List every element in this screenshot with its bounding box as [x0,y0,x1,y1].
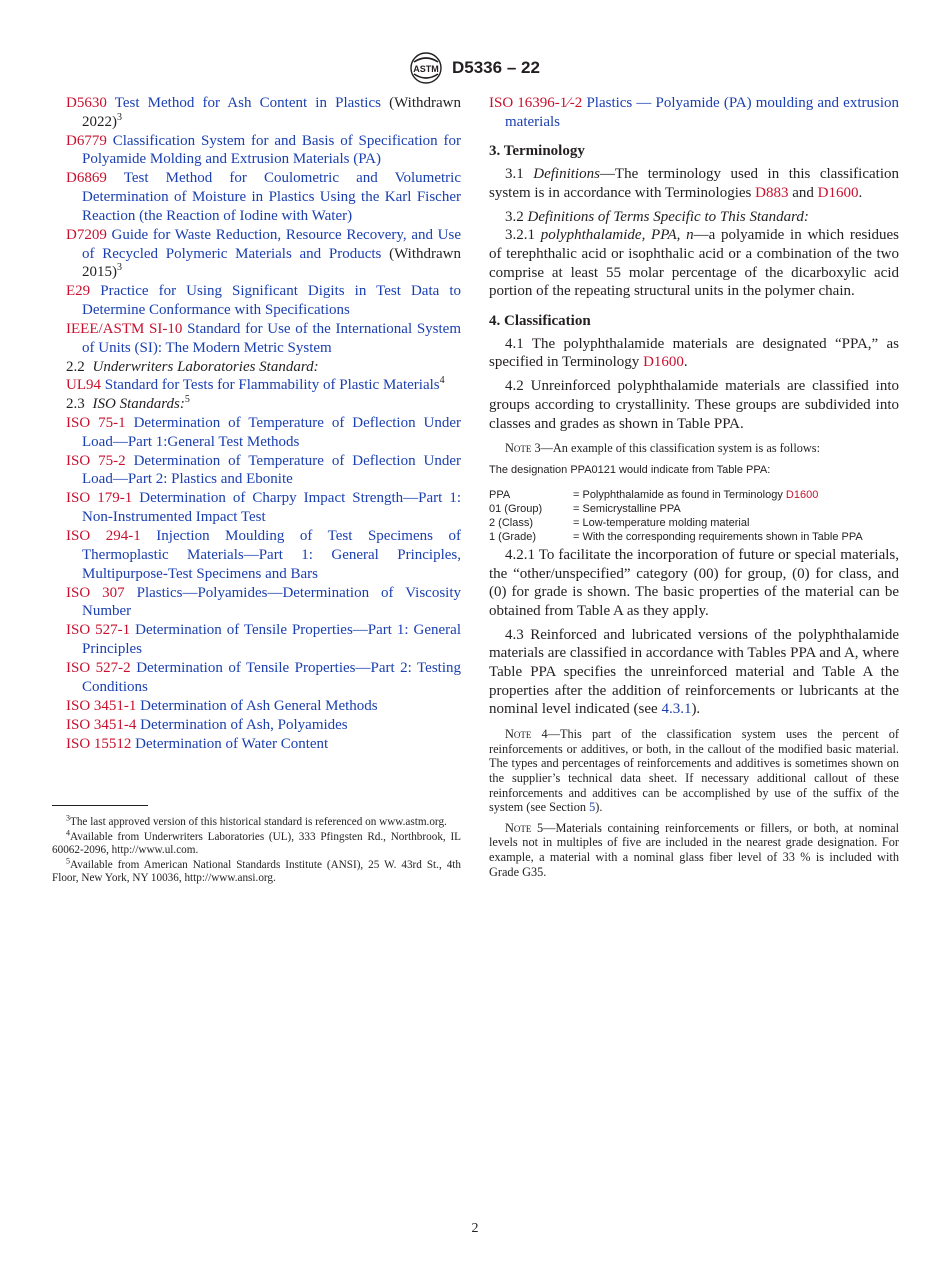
code-value: = Low-temperature molding material [573,516,750,529]
reference-status: (Withdrawn 2022) [82,95,461,130]
footnote [52,827,461,858]
reference-code-link[interactable]: ISO 179-1 [66,490,133,507]
reference-item [66,282,461,319]
link-section-5[interactable]: 5 [589,800,596,815]
link-d1600[interactable]: D1600 [785,488,819,501]
reference-code-link[interactable]: ISO 294-1 [66,528,141,545]
section-heading-terminology: 3. Terminology [489,143,585,160]
reference-code-link[interactable]: IEEE/ASTM SI-10 [66,320,183,337]
code-table-row [489,502,899,516]
footnote-marker: 3 [117,111,122,123]
paragraph-3-1: 3.1 Definitions—The terminology used in this classification system is in accordance with Terminologies D883 and D1600. [489,166,899,201]
reference-list-ul [66,376,461,395]
code-value: = With the corresponding requirements shown in Table PPA [573,530,863,543]
code-key: PPA [489,488,511,501]
reference-title-link[interactable]: Classification System for and Basis of Specification for Polyamide Molding and Extrusion Materials (PA) [82,132,462,168]
reference-code-link[interactable]: ISO 527-1 [66,622,131,639]
code-key: 01 (Group) [489,502,543,515]
paragraph-4-3: 4.3 Reinforced and lubricated versions of the polyphthalamide materials are classified in accordance with Tables PPA and A, where Table PPA specifies the unreinforced material and Table A the properties after the addition of reinforcements or lubricants at the nominal level indicated (see 4.3.1). [489,626,900,718]
reference-code-link[interactable]: ISO 15512 [66,735,132,752]
reference-code-link[interactable]: D6869 [66,170,107,187]
astm-logo-icon [410,52,442,84]
reference-item [489,94,899,131]
section-2-3: 2.3 ISO Standards:$^5$ [66,394,190,413]
reference-title-link[interactable]: Determination of Ash, Polyamides [140,716,348,733]
link-d1600[interactable]: D1600 [817,184,859,201]
reference-item [66,94,461,131]
reference-code-link[interactable]: UL94 [66,377,101,394]
paragraph-3-2-1: 3.2.1 polyphthalamide, PPA, n—a polyamide in which residues of terephthalic acid or isophthalic acid or a combination of the two comprise at least 55 molar percentage of the dicarboxylic acid portion of the repeating structural units in the polymer chain. [489,227,900,300]
footnote-text: Available from American National Standards Institute (ANSI), 25 W. 43rd St., 4th Floor, New York, NY 10036, http://www.ansi.org. [52,858,461,885]
footnote [52,813,461,830]
reference-title-link[interactable]: Plastics—Polyamides—Determination of Viscosity Number [82,584,462,620]
page-number: 2 [471,1221,479,1236]
right-column [489,94,899,879]
reference-code-link[interactable]: ISO 3451-1 [66,697,137,714]
reference-item [66,414,461,451]
reference-list-astm [66,94,461,357]
designation-line: The designation PPA0121 would indicate from Table PPA: [489,463,771,476]
reference-status: (Withdrawn 2015) [82,245,461,281]
reference-title-link[interactable]: Standard for Use of the International System of Units (SI): The Modern Metric System [82,320,461,356]
code-value: = Semicrystalline PPA [573,502,681,515]
reference-title-link[interactable]: Injection Moulding of Test Specimens of Thermoplastic Materials—Part 1: General Principles, Multipurpose-Test Specimens and Bars [82,528,461,582]
paragraph-4-2: 4.2 Unreinforced polyphthalamide materials are classified into groups according to crystallinity. These groups are subdivided into classes and grades as shown in Table PPA. [489,378,899,432]
reference-title-link[interactable]: Determination of Temperature of Deflection Under Load—Part 2: Plastics and Ebonite [82,452,462,488]
paragraph-4-2-1: 4.2.1 To facilitate the incorporation of future or special materials, the “other/unspecified” category (00) for group, (0) for class, and (0) for grade is shown. The basic properties of the material can be obtained from Table A as they apply. [489,546,899,619]
reference-code-link[interactable]: D5630 [66,95,107,111]
link-d1600[interactable]: D1600 [643,354,684,371]
note-5: Note 5—Materials containing reinforcements or fillers, or both, at nominal levels not in multiples of five are included in the nearest grade designation. For example, a material with a nominal glass fiber level of 33 % is included with Grade G35. [489,820,899,879]
reference-item [66,132,461,169]
footnote [52,856,461,886]
reference-title-link[interactable]: Determination of Tensile Properties—Part 1: General Principles [82,622,462,657]
reference-item [66,527,461,583]
page-header [0,56,950,84]
section-2-2: 2.2 Underwriters Laboratories Standard: [66,358,319,375]
note-3: Note 3—An example of this classification system is as follows: [505,441,820,456]
reference-title-link[interactable]: Test Method for Coulometric and Volumetric Determination of Moisture in Plastics Using the Karl Fischer Reaction (the Reaction of Iodine with Water) [82,170,461,224]
reference-title-link[interactable]: Determination of Charpy Impact Strength—Part 1: Non-Instrumented Impact Test [82,490,461,526]
reference-item [66,320,461,357]
code-key: 1 (Grade) [489,530,537,543]
reference-title-link[interactable]: Guide for Waste Reduction, Resource Recovery, and Use of Recycled Polymeric Materials and Products [82,226,462,262]
reference-code-link[interactable]: ISO 75-1 [66,415,126,432]
reference-item [66,452,461,489]
reference-code-link[interactable]: ISO 75-2 [66,452,126,469]
reference-item [66,621,461,658]
footnote-number: 4 [66,827,70,837]
reference-code-link[interactable]: D7209 [66,226,107,243]
reference-item [66,584,461,621]
standard-designation: D5336 – 22 [452,58,540,77]
code-value: = Polyphthalamide as found in Terminology D1600 [573,488,819,501]
footnote-marker: 4 [439,375,445,387]
designation-code-table [489,488,899,544]
footnote-number: 3 [66,813,70,823]
reference-item [66,226,461,282]
section-heading-classification: 4. Classification [489,313,591,330]
reference-title-link[interactable]: Test Method for Ash Content in Plastics [114,95,381,111]
code-table-row [489,516,899,530]
reference-item [66,697,461,716]
code-table-row [489,530,899,544]
footnote-number: 5 [66,856,70,866]
note-4: Note 4—This part of the classification system uses the percent of reinforcements or additives, or both, in the callout of the modified basic material. The types and percentages of reinforcements and additives is sometimes shown on the supplier’s technical data sheet. If necessary additional callout of these reinforcements and additives can be accomplished by use of the suffix of the system (see Section 5). [489,727,899,815]
reference-item [66,376,461,395]
reference-item [66,169,461,225]
reference-title-link[interactable]: Determination of Water Content [135,735,329,752]
code-key: 2 (Class) [489,516,534,529]
footnote-divider [52,805,148,806]
paragraph-4-1: 4.1 The polyphthalamide materials are designated “PPA,” as specified in Terminology D1600. [489,335,900,371]
link-d883[interactable]: D883 [755,184,789,201]
reference-code-link[interactable]: ISO 3451-4 [66,716,137,733]
reference-code-link[interactable]: D6779 [66,132,107,149]
reference-title-link[interactable]: Practice for Using Significant Digits in Test Data to Determine Conformance with Specifications [82,283,461,318]
footnote-marker: 3 [117,262,122,274]
reference-title-link[interactable]: Determination of Ash General Methods [140,697,378,714]
reference-code-link[interactable]: ISO 527-2 [66,659,131,676]
reference-title-link[interactable]: Plastics — Polyamide (PA) moulding and extrusion materials [505,95,899,130]
reference-title-link[interactable]: Determination of Tensile Properties—Part 2: Testing Conditions [82,659,461,695]
reference-list-iso [66,414,461,753]
reference-item [66,716,461,735]
reference-item [66,735,461,754]
reference-title-link[interactable]: Determination of Temperature of Deflection Under Load—Part 1:General Test Methods [82,415,462,450]
reference-code-link[interactable]: ISO 307 [66,584,125,601]
link-4-3-1[interactable]: 4.3.1 [661,701,692,718]
code-table-row [489,488,899,502]
footnote-text: The last approved version of this historical standard is referenced on www.astm.org. [70,816,447,828]
footnotes [52,805,461,887]
reference-item [66,489,461,526]
footnote-text: Available from Underwriters Laboratories (UL), 333 Pfingsten Rd., Northbrook, IL 60062-2096, http://www.ul.com. [52,830,461,857]
paragraph-3-2: 3.2 Definitions of Terms Specific to This Standard: [505,208,809,225]
reference-item [66,659,461,696]
reference-code-link[interactable]: ISO 16396-1⁄-2 [489,95,583,111]
left-column [66,94,461,754]
svg-text:ASTM: ASTM [413,64,439,74]
reference-code-link[interactable]: E29 [66,283,91,300]
reference-title-link[interactable]: Standard for Tests for Flammability of Plastic Materials [104,377,440,394]
